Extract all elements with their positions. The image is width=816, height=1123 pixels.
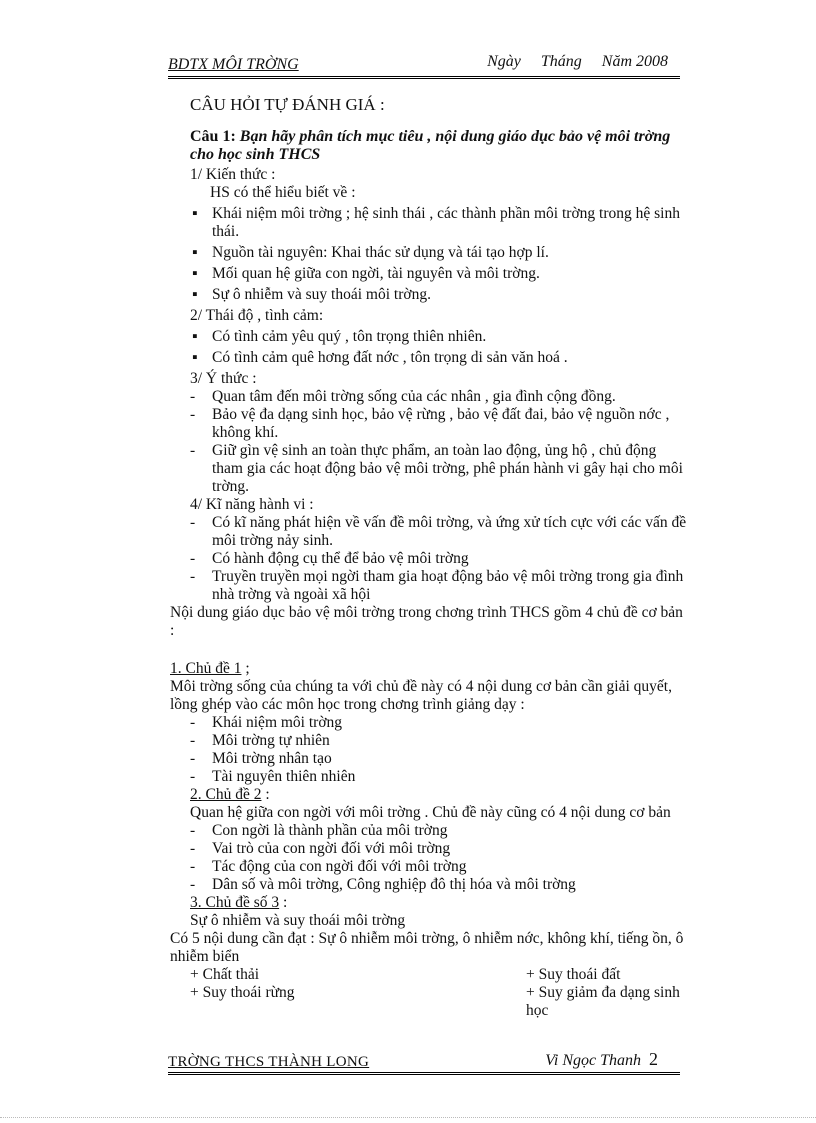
topic3-heading: 3. Chủ đề số 3 : <box>190 894 288 911</box>
footer-author-name: Vi Ngọc Thanh <box>545 1052 641 1069</box>
footer-school: TRỜNG THCS THÀNH LONG <box>168 1054 370 1070</box>
question-text: Bạn hãy phân tích mục tiêu , nội dung giáo dục bảo vệ môi trờng cho học sinh THCS <box>190 128 671 163</box>
list-item: - Tác động của con ngời đối với môi trờng <box>190 858 467 875</box>
list-item: ▪ Sự ô nhiễm và suy thoái môi trờng. <box>192 286 431 303</box>
header-day: Ngày <box>487 53 521 70</box>
page-title: CÂU HỎI TỰ ĐÁNH GIÁ : <box>190 95 385 114</box>
topic3-subtitle: Sự ô nhiễm và suy thoái môi trờng <box>190 912 406 929</box>
list-item: - Môi trờng nhân tạo <box>190 750 332 767</box>
header-year: Năm 2008 <box>601 53 668 70</box>
question-label: Câu 1: <box>190 128 236 145</box>
list-item: ▪ Nguồn tài nguyên: Khai thác sử dụng và tái tạo hợp lí. <box>192 244 549 261</box>
list-item: + Suy thoái rừng <box>190 984 295 1001</box>
list-item: ▪ Mối quan hệ giữa con ngời, tài nguyên và môi trờng. <box>192 265 540 282</box>
list-item: ▪ Khái niệm môi trờng ; hệ sinh thái , các thành phần môi trờng trong hệ sinh thái. <box>192 205 680 240</box>
list-item: - Giữ gìn vệ sinh an toàn thực phẩm, an toàn lao động, ủng hộ , chủ động tham gia các hoạt động bảo vệ môi trờng, phê phán hành vi gây hại cho môi trờng. <box>190 442 683 495</box>
list-item: + Suy thoái đất <box>526 966 621 983</box>
list-item: - Có hành động cụ thể để bảo vệ môi trờng <box>190 550 469 567</box>
attitude-heading: 2/ Thái độ , tình cảm: <box>190 307 324 324</box>
list-item: - Tài nguyên thiên nhiên <box>190 768 356 785</box>
page-header <box>168 50 680 79</box>
page-footer <box>168 1046 680 1075</box>
topic1-intro: Môi trờng sống của chúng ta với chủ đề này có 4 nội dung cơ bản cần giải quyết, lồng ghép vào các môn học trong chơng trình giảng dạy : <box>170 678 672 713</box>
list-item: - Con ngời là thành phần của môi trờng <box>190 822 448 839</box>
awareness-heading: 3/ Ý thức : <box>190 370 257 387</box>
list-item: + Chất thải <box>190 966 260 983</box>
header-date <box>471 53 668 71</box>
topic1-heading: 1. Chủ đề 1 ; <box>170 660 250 677</box>
list-item: + Suy giảm đa dạng sinh học <box>526 984 680 1019</box>
page-number: 2 <box>649 1049 658 1069</box>
list-item: - Có kĩ năng phát hiện về vấn đề môi trờng, và ứng xử tích cực với các vấn đề môi trờng nảy sinh. <box>190 514 687 549</box>
list-item: - Dân số và môi trờng, Công nghiệp đô thị hóa và môi trờng <box>190 876 576 893</box>
knowledge-intro: HS có thể hiểu biết về : <box>210 184 356 201</box>
topic2-intro: Quan hệ giữa con ngời với môi trờng . Chủ đề này cũng có 4 nội dung cơ bản <box>190 804 671 821</box>
list-item: ▪ Có tình cảm yêu quý , tôn trọng thiên nhiên. <box>192 328 487 345</box>
page-edge-divider <box>0 1117 816 1118</box>
list-item: - Môi trờng tự nhiên <box>190 732 330 749</box>
question-1 <box>190 128 690 164</box>
footer-author <box>545 1049 658 1070</box>
topic2-heading: 2. Chủ đề 2 : <box>190 786 270 803</box>
list-item: - Khái niệm môi trờng <box>190 714 343 731</box>
list-item: - Bảo vệ đa dạng sinh học, bảo vệ rừng , bảo vệ đất đai, bảo vệ nguồn nớc , không khí. <box>190 406 670 441</box>
list-item: - Vai trò của con ngời đối với môi trờng <box>190 840 451 857</box>
knowledge-heading: 1/ Kiến thức : <box>190 166 276 183</box>
skills-heading: 4/ Kĩ năng hành vi : <box>190 496 314 513</box>
header-left-text: BDTX MÔI TRỜNG <box>168 56 299 73</box>
header-month: Tháng <box>540 53 582 70</box>
list-item: - Quan tâm đến môi trờng sống của các nhân , gia đình cộng đồng. <box>190 388 616 405</box>
list-item: ▪ Có tình cảm quê hơng đất nớc , tôn trọng di sản văn hoá . <box>192 349 568 366</box>
topic3-intro: Có 5 nội dung cần đạt : Sự ô nhiễm môi trờng, ô nhiễm nớc, không khí, tiếng ồn, ô nhiễm biển <box>170 930 684 965</box>
list-item: - Truyền truyền mọi ngời tham gia hoạt động bảo vệ môi trờng trong gia đình nhà trờng và ngoài xã hội <box>190 568 684 603</box>
content-intro: Nội dung giáo dục bảo vệ môi trờng trong chơng trình THCS gồm 4 chủ đề cơ bản : <box>170 604 683 639</box>
topic3-columns <box>190 966 690 1019</box>
document-body <box>170 95 690 1019</box>
